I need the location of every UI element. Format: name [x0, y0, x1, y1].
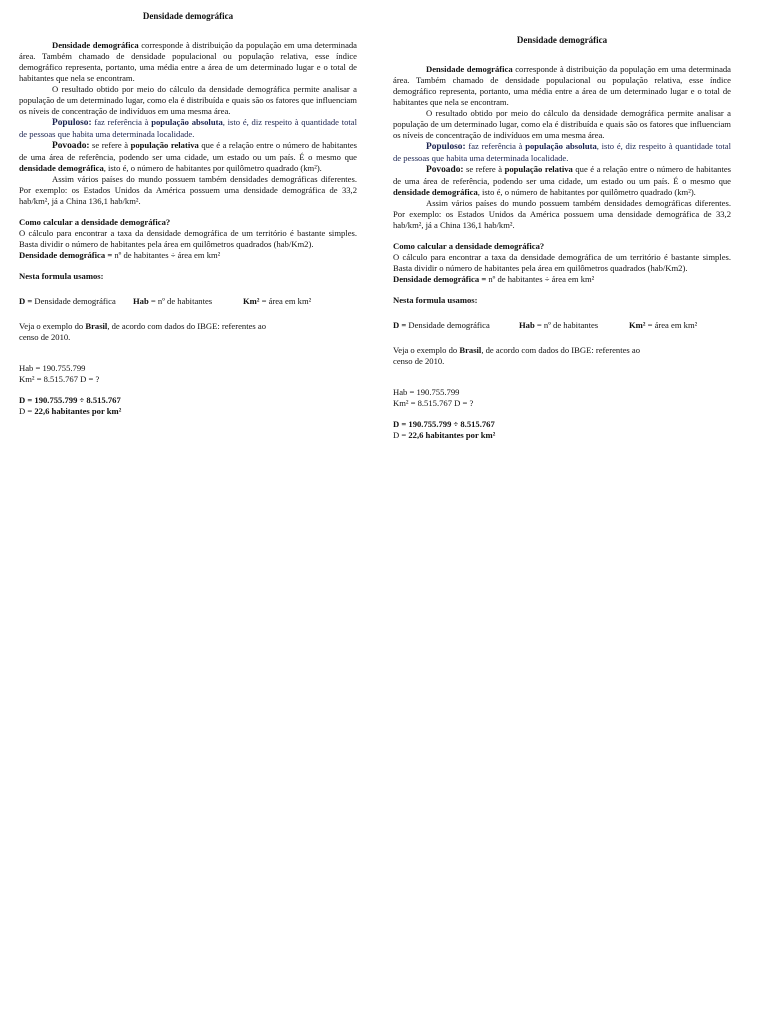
example-country-copy: Brasil — [459, 345, 482, 355]
example-text-a: Veja o exemplo do — [19, 321, 86, 331]
km-term: Km² — [243, 296, 260, 306]
countries-paragraph-copy: Assim vários países do mundo possuem também densidades demográficas diferentes. Por exemplo: os Estados Unidos da América possuem uma densidade demográfica de 33,2 hab/km², já a China 136,1 hab/km². — [393, 198, 731, 230]
formula-term: Densidade demográfica = — [19, 250, 113, 260]
formula-text: nº de habitantes ÷ área em km² — [112, 250, 221, 260]
document-column-right — [393, 35, 731, 441]
povoado-text-c-copy: que é a relação entre o número de habitantes de uma área de referência, podendo ser uma cidade, um estado ou um país. É o mesmo que — [393, 164, 731, 186]
povoado-highlight-copy: população relativa — [504, 164, 573, 174]
how-heading: Como calcular a densidade demográfica? — [19, 217, 171, 227]
result-prefix: D = — [19, 406, 35, 416]
povoado-paragraph-copy — [393, 164, 731, 198]
result-value-copy: 22,6 habitantes por km² — [408, 430, 496, 440]
calc-line: D = 190.755.799 ÷ 8.515.767 — [19, 395, 121, 405]
povoado-text-a: se refere à — [89, 140, 131, 150]
km-text-copy: = área em km² — [645, 320, 698, 330]
populoso-text-a: faz referência à — [91, 117, 152, 127]
example-text-a-copy: Veja o exemplo do — [393, 345, 460, 355]
result-line-copy — [393, 430, 731, 441]
hab-text: = nº de habitantes — [148, 296, 213, 306]
result-prefix-copy: D = — [393, 430, 409, 440]
povoado-highlight-2: densidade demográfica — [19, 163, 104, 173]
populoso-text-c-copy: , isto é, diz respeito à quantidade total de pessoas que habita uma determinada localidade. — [393, 141, 732, 163]
how-paragraph: O cálculo para encontrar a taxa da densidade demográfica de um território é bastante simples. Basta dividir o número de habitantes pela área em quilômetros quadrados (hab/Km2). — [19, 228, 357, 249]
formula-term-copy: Densidade demográfica = — [393, 274, 487, 284]
formula-line-copy — [393, 274, 731, 285]
povoado-text-e: , isto é, o número de habitantes por quilômetro quadrado (km²). — [103, 163, 322, 173]
how-paragraph-copy: O cálculo para encontrar a taxa da densidade demográfica de um território é bastante simples. Basta dividir o número de habitantes pela área em quilômetros quadrados (hab/Km2). — [393, 252, 731, 273]
legend-row — [19, 296, 357, 307]
d-term-copy: D = — [393, 320, 407, 330]
result-paragraph: O resultado obtido por meio do cálculo da densidade demográfica permite analisar a população de um determinado lugar, como ela é distribuída e quais são os fatores que influenciam os níveis de concentração de indivíduos em uma mesma área. — [19, 84, 357, 116]
povoado-term: Povoado: — [52, 141, 90, 151]
formula-text-copy: nº de habitantes ÷ área em km² — [486, 274, 595, 284]
intro-paragraph-copy — [393, 64, 731, 108]
legend-row-copy — [393, 320, 731, 331]
countries-paragraph: Assim vários países do mundo possuem também densidades demográficas diferentes. Por exemplo: os Estados Unidos da América possuem uma densidade demográfica de 33,2 hab/km², já a China 136,1 hab/km². — [19, 174, 357, 206]
result-line — [19, 406, 357, 417]
intro-term-copy: Densidade demográfica — [426, 64, 513, 74]
intro-term: Densidade demográfica — [52, 40, 139, 50]
populoso-term-copy: Populoso: — [426, 142, 466, 152]
povoado-highlight-2-copy: densidade demográfica — [393, 187, 478, 197]
example-text-c-copy: , de acordo com dados do IBGE: referentes ao — [481, 345, 641, 355]
km-text: = área em km² — [259, 296, 312, 306]
d-text: Densidade demográfica — [32, 296, 116, 306]
d-text-copy: Densidade demográfica — [406, 320, 490, 330]
km-value-line: Km² = 8.515.767 D = ? — [19, 374, 100, 384]
populoso-paragraph-copy — [393, 141, 731, 164]
populoso-text-a-copy: faz referência à — [465, 141, 526, 151]
intro-paragraph — [19, 40, 357, 84]
hab-term-copy: Hab — [519, 320, 535, 330]
hab-term: Hab — [133, 296, 149, 306]
hab-value-line-copy: Hab = 190.755.799 — [393, 387, 460, 397]
populoso-term: Populoso: — [52, 118, 92, 128]
km-value-line-copy: Km² = 8.515.767 D = ? — [393, 398, 474, 408]
populoso-highlight-copy: população absoluta — [525, 141, 597, 151]
example-line-1-copy — [393, 345, 731, 356]
formula-line — [19, 250, 357, 261]
document-title-copy: Densidade demográfica — [516, 35, 608, 45]
povoado-highlight: população relativa — [130, 140, 199, 150]
populoso-text-c: , isto é, diz respeito à quantidade total de pessoas que habita uma determinada localidade. — [19, 117, 358, 139]
example-line-1 — [19, 321, 357, 332]
km-term-copy: Km² — [629, 320, 646, 330]
example-line-2: censo de 2010. — [19, 332, 71, 342]
intro-text: corresponde à distribuição da população em uma determinada área. Também chamado de densidade populacional ou população relativa, esse índice demográfico representa, portanto, uma média entre a área de um determinado lugar e o total de habitantes que nela se encontram. — [19, 40, 357, 83]
document-column-left — [19, 11, 357, 417]
result-value: 22,6 habitantes por km² — [34, 406, 122, 416]
hab-value-line: Hab = 190.755.799 — [19, 363, 86, 373]
povoado-paragraph — [19, 140, 357, 174]
populoso-highlight: população absoluta — [151, 117, 223, 127]
example-line-2-copy: censo de 2010. — [393, 356, 445, 366]
document-title: Densidade demográfica — [142, 11, 234, 21]
example-text-c: , de acordo com dados do IBGE: referentes ao — [107, 321, 267, 331]
example-country: Brasil — [85, 321, 108, 331]
how-heading-copy: Como calcular a densidade demográfica? — [393, 241, 545, 251]
povoado-text-c: que é a relação entre o número de habitantes de uma área de referência, podendo ser uma cidade, um estado ou um país. É o mesmo que — [19, 140, 357, 162]
result-paragraph-copy: O resultado obtido por meio do cálculo da densidade demográfica permite analisar a população de um determinado lugar, como ela é distribuída e quais são os fatores que influenciam os níveis de concentração de indivíduos em uma mesma área. — [393, 108, 731, 140]
povoado-text-a-copy: se refere à — [463, 164, 505, 174]
intro-text-copy: corresponde à distribuição da população em uma determinada área. Também chamado de densidade populacional ou população relativa, esse índice demográfico representa, portanto, uma média entre a área de um determinado lugar e o total de habitantes que nela se encontram. — [393, 64, 731, 107]
usamos-heading: Nesta formula usamos: — [19, 271, 104, 281]
populoso-paragraph — [19, 117, 357, 140]
hab-text-copy: = nº de habitantes — [534, 320, 599, 330]
calc-line-copy: D = 190.755.799 ÷ 8.515.767 — [393, 419, 495, 429]
povoado-term-copy: Povoado: — [426, 165, 464, 175]
d-term: D = — [19, 296, 33, 306]
povoado-text-e-copy: , isto é, o número de habitantes por quilômetro quadrado (km²). — [477, 187, 696, 197]
usamos-heading-copy: Nesta formula usamos: — [393, 295, 478, 305]
